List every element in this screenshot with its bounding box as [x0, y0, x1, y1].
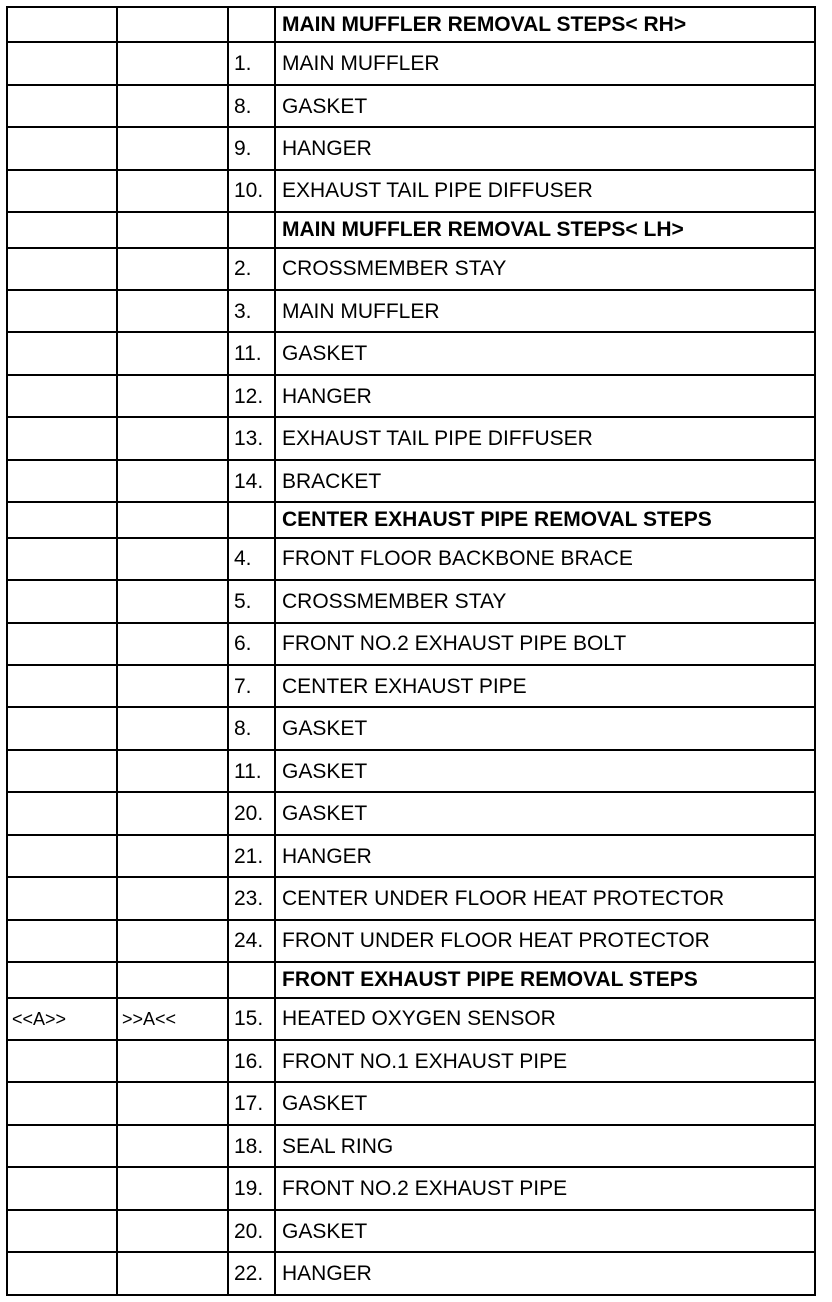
table-row: [7, 85, 815, 127]
table-row: [7, 127, 815, 169]
reference-mark-cell: [7, 170, 117, 212]
step-number: 16.: [228, 1040, 275, 1082]
ref2-cell: [117, 962, 228, 997]
step-number: 8.: [228, 707, 275, 749]
reference-mark-cell: [7, 332, 117, 374]
step-number: 2.: [228, 248, 275, 290]
reference-mark-cell: >>A<<: [117, 998, 228, 1040]
reference-mark-cell: [7, 750, 117, 792]
reference-mark-cell: [117, 1082, 228, 1124]
part-name: EXHAUST TAIL PIPE DIFFUSER: [275, 170, 815, 212]
section-title: CENTER EXHAUST PIPE REMOVAL STEPS: [275, 502, 815, 537]
reference-mark-cell: [7, 290, 117, 332]
reference-mark-cell: [117, 1210, 228, 1252]
part-name: CROSSMEMBER STAY: [275, 248, 815, 290]
table-row: [7, 750, 815, 792]
reference-mark-cell: [117, 1167, 228, 1209]
reference-mark-cell: [117, 623, 228, 665]
reference-mark-cell: [7, 248, 117, 290]
reference-mark-cell: [117, 375, 228, 417]
part-name: SEAL RING: [275, 1125, 815, 1167]
reference-mark-cell: [117, 665, 228, 707]
part-name: MAIN MUFFLER: [275, 290, 815, 332]
table-row: [7, 920, 815, 962]
ref2-cell: [117, 212, 228, 247]
table-row: [7, 1125, 815, 1167]
ref2-cell: [117, 502, 228, 537]
part-name: GASKET: [275, 85, 815, 127]
reference-mark-cell: [117, 1040, 228, 1082]
part-name: FRONT NO.1 EXHAUST PIPE: [275, 1040, 815, 1082]
step-number: 14.: [228, 460, 275, 502]
table-row: [7, 1040, 815, 1082]
reference-mark-cell: [117, 835, 228, 877]
ref1-cell: [7, 7, 117, 42]
step-number: 11.: [228, 332, 275, 374]
section-header-row: [7, 7, 815, 42]
table-row: [7, 835, 815, 877]
ref1-cell: [7, 212, 117, 247]
step-number: 20.: [228, 1210, 275, 1252]
part-name: HANGER: [275, 1252, 815, 1295]
reference-mark-cell: [7, 792, 117, 834]
reference-mark-cell: [7, 1252, 117, 1295]
table-row: [7, 170, 815, 212]
table-row: [7, 665, 815, 707]
reference-mark-cell: [117, 332, 228, 374]
table-row: [7, 580, 815, 622]
reference-mark-cell: [7, 877, 117, 919]
reference-mark-cell: [117, 707, 228, 749]
step-number: 18.: [228, 1125, 275, 1167]
step-number-cell: [228, 962, 275, 997]
reference-mark-cell: [7, 835, 117, 877]
reference-mark-cell: [117, 290, 228, 332]
step-number-cell: [228, 212, 275, 247]
section-title: FRONT EXHAUST PIPE REMOVAL STEPS: [275, 962, 815, 997]
step-number: 5.: [228, 580, 275, 622]
reference-mark-cell: [117, 750, 228, 792]
part-name: FRONT FLOOR BACKBONE BRACE: [275, 538, 815, 580]
reference-mark-cell: <<A>>: [7, 998, 117, 1040]
reference-mark-cell: [7, 460, 117, 502]
step-number: 17.: [228, 1082, 275, 1124]
part-name: BRACKET: [275, 460, 815, 502]
table-row: [7, 460, 815, 502]
step-number: 1.: [228, 42, 275, 84]
part-name: HANGER: [275, 375, 815, 417]
reference-mark-cell: [117, 792, 228, 834]
reference-mark-cell: [7, 1125, 117, 1167]
reference-mark-cell: [7, 707, 117, 749]
step-number: 15.: [228, 998, 275, 1040]
section-header-row: [7, 962, 815, 997]
step-number: 10.: [228, 170, 275, 212]
section-header-row: [7, 212, 815, 247]
reference-mark-cell: [117, 417, 228, 459]
removal-steps-body: [7, 7, 815, 1295]
ref2-cell: [117, 7, 228, 42]
reference-mark-cell: [7, 580, 117, 622]
part-name: GASKET: [275, 332, 815, 374]
step-number: 19.: [228, 1167, 275, 1209]
table-row: [7, 1167, 815, 1209]
step-number: 24.: [228, 920, 275, 962]
step-number-cell: [228, 7, 275, 42]
step-number: 3.: [228, 290, 275, 332]
reference-mark-cell: [117, 460, 228, 502]
part-name: EXHAUST TAIL PIPE DIFFUSER: [275, 417, 815, 459]
table-row: [7, 375, 815, 417]
step-number: 4.: [228, 538, 275, 580]
table-row: [7, 290, 815, 332]
part-name: HEATED OXYGEN SENSOR: [275, 998, 815, 1040]
step-number: 6.: [228, 623, 275, 665]
table-row: [7, 877, 815, 919]
reference-mark-cell: [7, 1210, 117, 1252]
part-name: GASKET: [275, 750, 815, 792]
reference-mark-cell: [117, 248, 228, 290]
part-name: GASKET: [275, 1210, 815, 1252]
part-name: MAIN MUFFLER: [275, 42, 815, 84]
table-row: [7, 42, 815, 84]
table-row: [7, 1252, 815, 1295]
reference-mark-cell: [7, 85, 117, 127]
part-name: FRONT NO.2 EXHAUST PIPE BOLT: [275, 623, 815, 665]
reference-mark-cell: [7, 1040, 117, 1082]
section-title: MAIN MUFFLER REMOVAL STEPS< LH>: [275, 212, 815, 247]
reference-mark-cell: [117, 920, 228, 962]
reference-mark-cell: [117, 538, 228, 580]
table-row: [7, 1210, 815, 1252]
reference-mark-cell: [7, 127, 117, 169]
reference-mark-cell: [7, 1167, 117, 1209]
reference-mark-cell: [117, 1252, 228, 1295]
table-row: [7, 1082, 815, 1124]
reference-mark-cell: [117, 1125, 228, 1167]
ref1-cell: [7, 962, 117, 997]
step-number-cell: [228, 502, 275, 537]
step-number: 21.: [228, 835, 275, 877]
table-row: [7, 707, 815, 749]
part-name: GASKET: [275, 792, 815, 834]
reference-mark-cell: [7, 417, 117, 459]
part-name: GASKET: [275, 707, 815, 749]
reference-mark-cell: [117, 127, 228, 169]
step-number: 8.: [228, 85, 275, 127]
table-row: [7, 538, 815, 580]
step-number: 7.: [228, 665, 275, 707]
step-number: 11.: [228, 750, 275, 792]
part-name: CROSSMEMBER STAY: [275, 580, 815, 622]
reference-mark-cell: [7, 538, 117, 580]
table-row: [7, 332, 815, 374]
table-row: [7, 792, 815, 834]
reference-mark-cell: [7, 42, 117, 84]
reference-mark-cell: [117, 877, 228, 919]
reference-mark-cell: [7, 623, 117, 665]
table-row: [7, 623, 815, 665]
step-number: 12.: [228, 375, 275, 417]
part-name: CENTER EXHAUST PIPE: [275, 665, 815, 707]
reference-mark-cell: [117, 42, 228, 84]
reference-mark-cell: [117, 580, 228, 622]
reference-mark-cell: [7, 1082, 117, 1124]
reference-mark-cell: [7, 920, 117, 962]
part-name: GASKET: [275, 1082, 815, 1124]
step-number: 23.: [228, 877, 275, 919]
table-row: [7, 417, 815, 459]
ref1-cell: [7, 502, 117, 537]
reference-mark-cell: [7, 665, 117, 707]
table-row: [7, 998, 815, 1040]
step-number: 20.: [228, 792, 275, 834]
part-name: HANGER: [275, 127, 815, 169]
step-number: 13.: [228, 417, 275, 459]
section-header-row: [7, 502, 815, 537]
part-name: FRONT UNDER FLOOR HEAT PROTECTOR: [275, 920, 815, 962]
section-title: MAIN MUFFLER REMOVAL STEPS< RH>: [275, 7, 815, 42]
reference-mark-cell: [117, 85, 228, 127]
part-name: FRONT NO.2 EXHAUST PIPE: [275, 1167, 815, 1209]
table-row: [7, 248, 815, 290]
part-name: HANGER: [275, 835, 815, 877]
reference-mark-cell: [117, 170, 228, 212]
removal-steps-table: [6, 6, 816, 1296]
step-number: 9.: [228, 127, 275, 169]
step-number: 22.: [228, 1252, 275, 1295]
reference-mark-cell: [7, 375, 117, 417]
part-name: CENTER UNDER FLOOR HEAT PROTECTOR: [275, 877, 815, 919]
